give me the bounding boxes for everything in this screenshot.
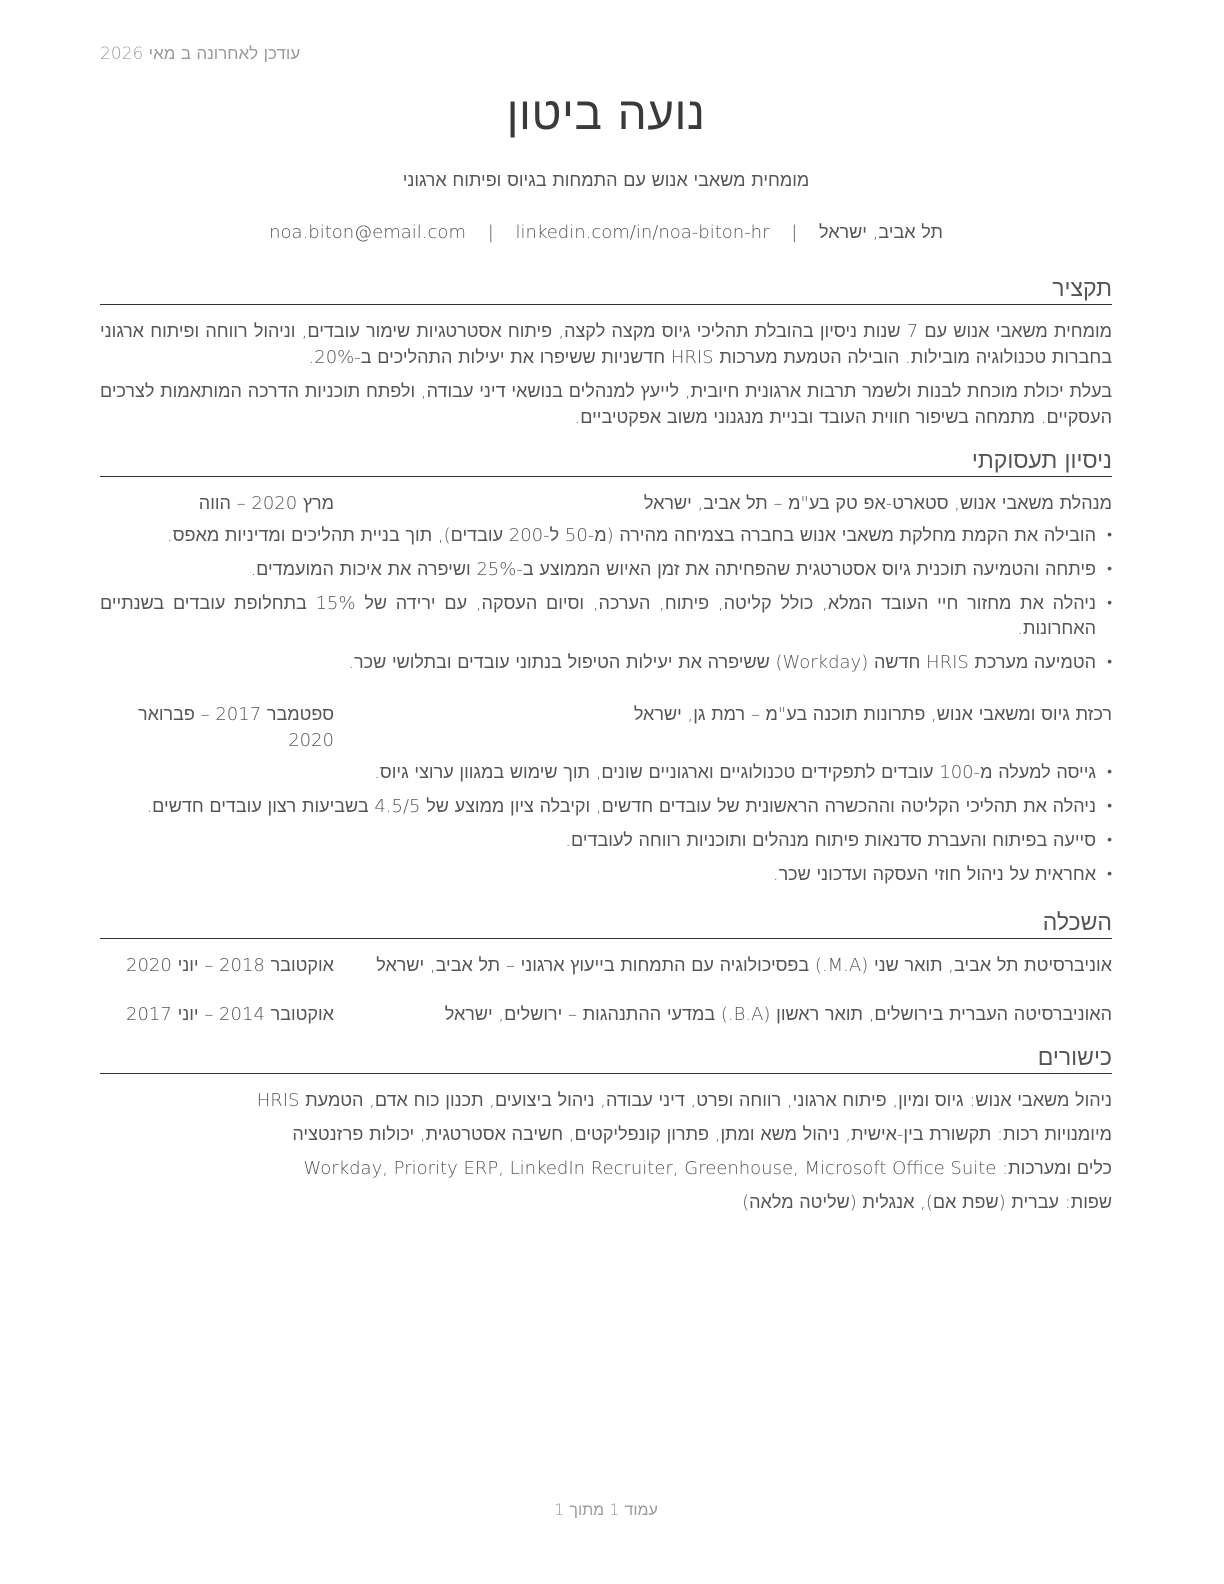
section-title-education: השכלה (100, 908, 1112, 939)
contact-linkedin[interactable]: linkedin.com/in/noa-biton-hr (515, 222, 770, 243)
section-title-experience: ניסיון תעסוקתי (100, 446, 1112, 477)
resume-page (100, 0, 1112, 1584)
job-bullet: • אחראית על ניהול חוזי העסקה ועדכוני שכר. (100, 862, 1112, 887)
job-title: רכזת גיוס ומשאבי אנוש, פתרונות תוכנה בע"מ – רמת גן, ישראל (633, 704, 1112, 725)
job-bullet: • פיתחה והטמיעה תוכנית גיוס אסטרטגית שהפחיתה את זמן האיוש הממוצע ב-25% ושיפרה את איכות המועמדים. (100, 557, 1112, 582)
job-bullet: • הטמיעה מערכת HRIS חדשה (Workday) ששיפרה את יעילות הטיפול בנתוני עובדים ובתלושי שכר. (100, 650, 1112, 675)
job-bullet: • גייסה למעלה מ-100 עובדים לתפקידים טכנולוגיים וארגוניים שונים, תוך שימוש במגוון ערוצי גיוס. (100, 760, 1112, 785)
page-number: עמוד 1 מתוך 1 (554, 1500, 658, 1519)
job-bullet: • סייעה בפיתוח והעברת סדנאות פיתוח מנהלים ותוכניות רווחה לעובדים. (100, 828, 1112, 853)
education-title: אוניברסיטת תל אביב, תואר שני (M.A.) בפסיכולוגיה עם התמחות בייעוץ ארגוני – תל אביב, ישראל (376, 955, 1112, 976)
section-title-summary: תקציר (100, 274, 1112, 305)
contact-email[interactable]: noa.biton@email.com (269, 222, 466, 243)
contact-line (100, 222, 1112, 243)
job-bullets (100, 523, 1112, 684)
education-title: האוניברסיטה העברית בירושלים, תואר ראשון (B.A.) במדעי ההתנהגות – ירושלים, ישראל (444, 1004, 1112, 1025)
job-bullet: • ניהלה את תהליכי הקליטה וההכשרה הראשונית של עובדים חדשים, וקיבלה ציון ממוצע של 4.5/5 בשביעות רצון עובדים חדשים. (100, 794, 1112, 819)
skill-line: שפות: עברית (שפת אם), אנגלית (שליטה מלאה) (742, 1192, 1112, 1213)
job-dates: ספטמבר 2017 – פברואר 2020 (137, 704, 334, 751)
job-title: מנהלת משאבי אנוש, סטארט-אפ טק בע"מ – תל אביב, ישראל (643, 493, 1112, 514)
summary-paragraph: מומחית משאבי אנוש עם 7 שנות ניסיון בהובלת תהליכי גיוס מקצה לקצה, פיתוח אסטרטגיות שימור עובדים, וניהול רווחה ופיתוח ארגוני בחברות טכנולוגיה מובילות. הובילה הטמעת מערכות HRIS חדשניות ששיפרו את יעילות התהליכים ב-20%. (100, 321, 1113, 368)
job-bullet: • ניהלה את מחזור חיי העובד המלא, כולל קליטה, פיתוח, הערכה, וסיום העסקה, עם ירידה של 15% בתחלופת עובדים בשנתיים האחרונות. (100, 591, 1112, 641)
skill-line: כלים ומערכות: Workday, Priority ERP, LinkedIn Recruiter, Greenhouse, Microsoft Office Suite (303, 1158, 1112, 1179)
skill-line: מיומנויות רכות: תקשורת בין-אישית, ניהול משא ומתן, פתרון קונפליקטים, חשיבה אסטרטגית, יכולות פרזנטציה (292, 1124, 1112, 1145)
candidate-name: נועה ביטון (506, 86, 706, 140)
job-dates: מרץ 2020 – הווה (198, 493, 334, 514)
contact-separator: | (791, 222, 798, 243)
skill-line: ניהול משאבי אנוש: גיוס ומיון, פיתוח ארגוני, רווחה ופרט, דיני עבודה, ניהול ביצועים, תכנון כוח אדם, הטמעת HRIS (256, 1090, 1112, 1111)
contact-separator: | (487, 222, 494, 243)
education-dates: אוקטובר 2018 – יוני 2020 (126, 955, 334, 976)
job-bullet: • הובילה את הקמת מחלקת משאבי אנוש בחברה בצמיחה מהירה (מ-50 ל-200 עובדים), תוך בניית תהליכים ומדיניות מאפס. (100, 523, 1112, 548)
contact-location: תל אביב, ישראל (819, 222, 943, 243)
job-bullets (100, 760, 1112, 896)
section-title-skills: כישורים (100, 1043, 1112, 1074)
last-updated-note: עודכן לאחרונה ב מאי 2026 (100, 44, 301, 64)
candidate-headline: מומחית משאבי אנוש עם התמחות בגיוס ופיתוח ארגוני (402, 170, 810, 191)
education-dates: אוקטובר 2014 – יוני 2017 (126, 1004, 334, 1025)
summary-paragraph: בעלת יכולת מוכחת לבנות ולשמר תרבות ארגונית חיובית, לייעץ למנהלים בנושאי דיני עבודה, ולפתח תוכניות הדרכה המותאמות לצרכים העסקיים. מתמחה בשיפור חווית העובד ובניית מנגנוני משוב אפקטיביים. (100, 381, 1112, 428)
